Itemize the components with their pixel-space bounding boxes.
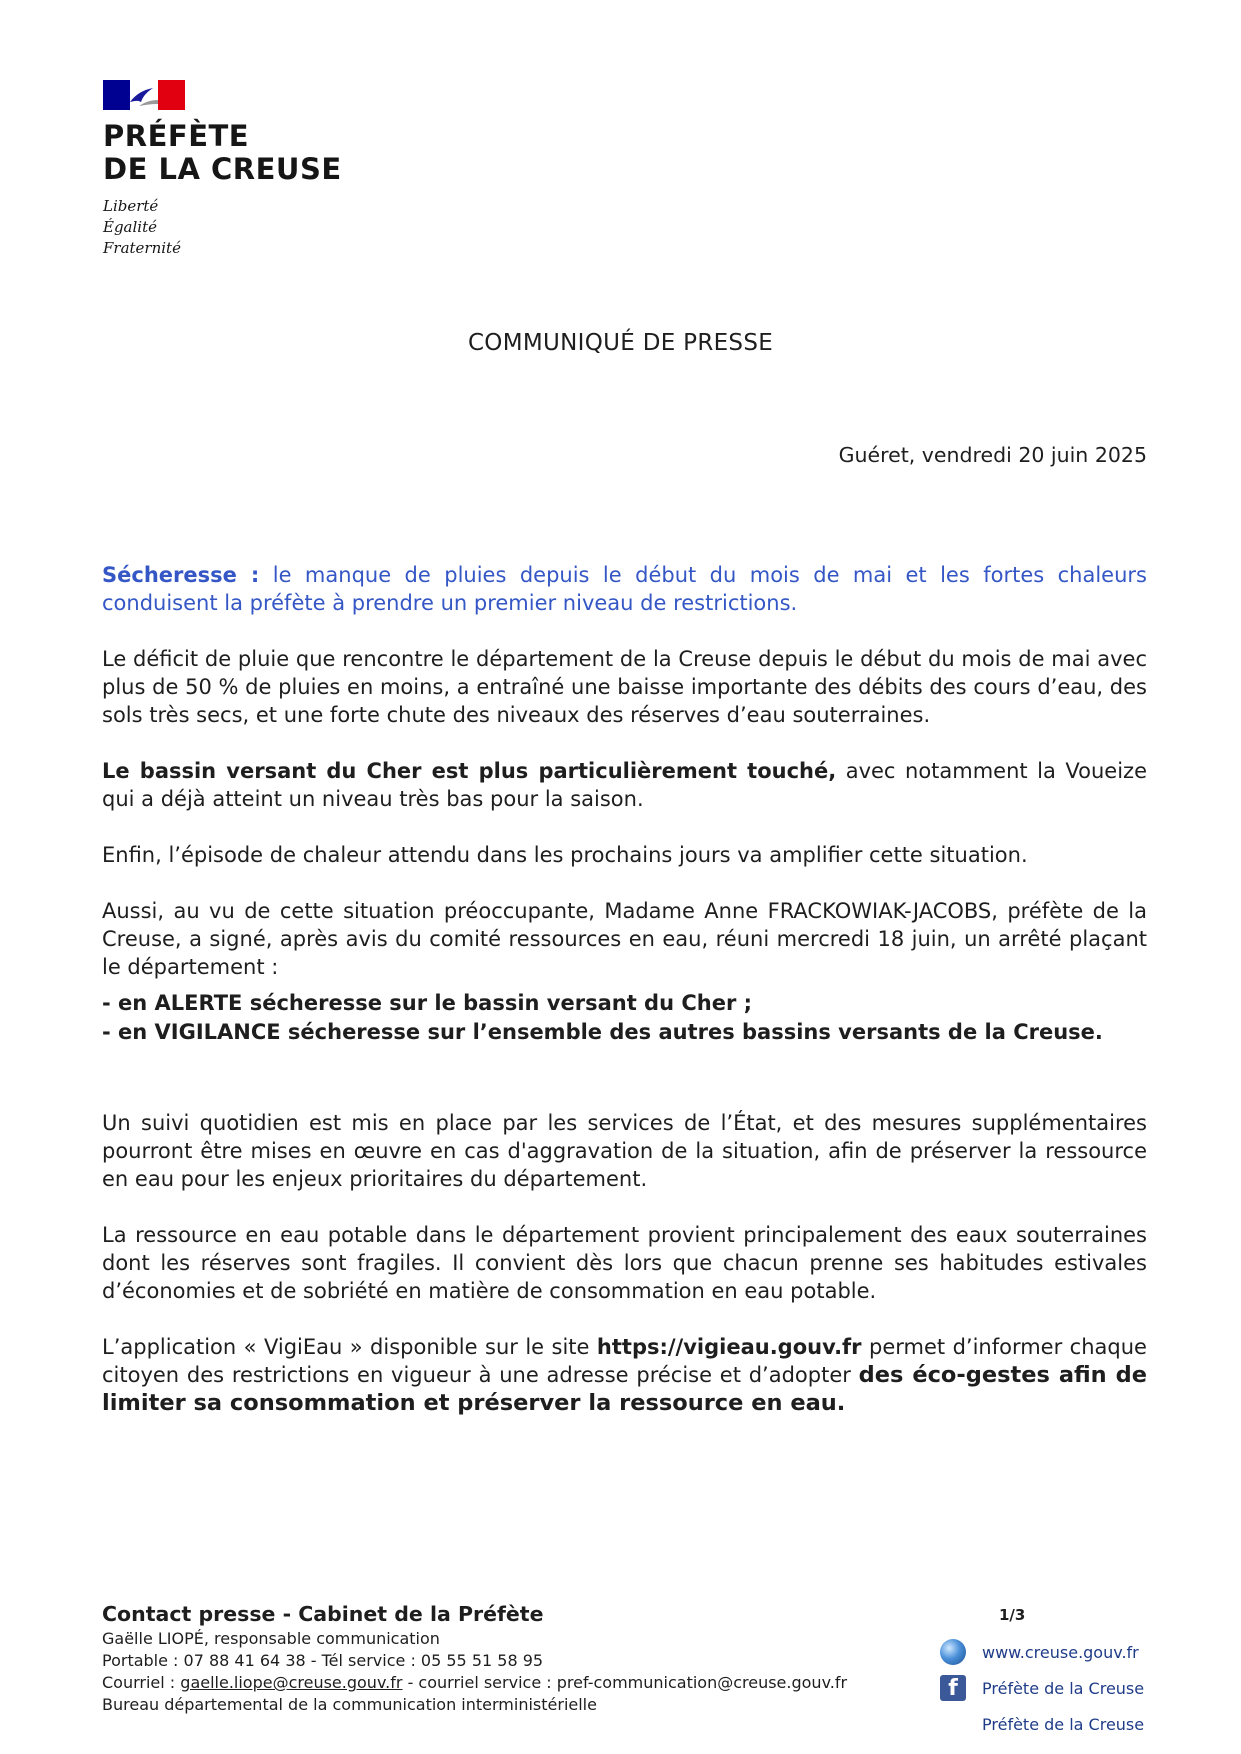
motto-fraternite: Fraternité [103, 239, 181, 257]
page-number: 1/3 [999, 1606, 1026, 1624]
vigieau-text-b: permet d’informer chaque citoyen des restrictions en vigueur à une adresse précise et d’adopter [102, 1335, 1147, 1387]
facebook-link-row[interactable] [940, 1670, 1160, 1706]
contact-emails [102, 1672, 862, 1694]
motto-liberte: Liberté [103, 197, 159, 215]
contact-name: Gaëlle LIOPÉ, responsable communication [102, 1629, 440, 1648]
paragraph-deficit: Le déficit de pluie que rencontre le département de la Creuse depuis le début du mois de mai avec plus de 50 % de pluies en moins, a entraîné une baisse importante des débits des cours d’eau, des sols très secs, et une forte chute des niveaux des réserves d’eau souterraines. [102, 647, 1147, 727]
social-link[interactable]: Préfète de la Creuse [982, 1714, 1145, 1734]
paragraph-cher-bold: Le bassin versant du Cher est plus particulièrement touché, [102, 759, 837, 783]
footer-contact [102, 1600, 862, 1716]
restriction-list [102, 989, 1147, 1047]
prefecture-name [103, 120, 342, 186]
social-icon [940, 1711, 966, 1737]
prefecture-name-line2: DE LA CREUSE [103, 152, 342, 186]
paragraph-cher-rest: avec notamment la Voueize qui a déjà atteint un niveau très bas pour la saison. [102, 759, 1147, 811]
list-item-alerte: - en ALERTE sécheresse sur le bassin versant du Cher ; [102, 991, 753, 1015]
lead-paragraph [102, 561, 1147, 617]
republic-motto [103, 196, 342, 259]
list-item-vigilance: - en VIGILANCE sécheresse sur l’ensemble des autres bassins versants de la Creuse. [102, 1020, 1103, 1044]
paragraph-arrete: Aussi, au vu de cette situation préoccupante, Madame Anne FRACKOWIAK-JACOBS, préfète de la Creuse, a signé, après avis du comité ressources en eau, réuni mercredi 18 juin, un arrêté plaçant le département : [102, 899, 1147, 979]
lead-text: le manque de pluies depuis le début du mois de mai et les fortes chaleurs conduisent la préfète à prendre un premier niveau de restrictions. [102, 563, 1147, 615]
paragraph-ressource: La ressource en eau potable dans le département provient principalement des eaux souterraines dont les réserves sont fragiles. Il convient dès lors que chacun prenne ses habitudes estivales d’économies et de sobriété en matière de consommation en eau potable. [102, 1223, 1147, 1303]
vigieau-text-a: L’application « VigiEau » disponible sur le site [102, 1335, 590, 1359]
press-release-body [102, 561, 1147, 1445]
courriel-label: Courriel : [102, 1673, 176, 1692]
facebook-icon: f [940, 1675, 966, 1701]
lead-label: Sécheresse : [102, 563, 260, 587]
contact-title: Contact presse - Cabinet de la Préfète [102, 1602, 544, 1626]
paragraph-cher [102, 757, 1147, 813]
social-link-row[interactable] [940, 1706, 1160, 1742]
website-link[interactable]: www.creuse.gouv.fr [982, 1642, 1139, 1662]
paragraph-chaleur: Enfin, l’épisode de chaleur attendu dans les prochains jours va amplifier cette situation. [102, 843, 1028, 867]
paragraph-suivi: Un suivi quotidien est mis en place par les services de l’État, et des mesures supplémentaires pourront être mises en œuvre en cas d'aggravation de la situation, afin de préserver la ressource en eau pour les enjeux prioritaires du département. [102, 1111, 1147, 1191]
facebook-link[interactable]: Préfète de la Creuse [982, 1678, 1145, 1698]
contact-bureau: Bureau départemental de la communication interministérielle [102, 1695, 597, 1714]
marianne-flag-icon [103, 80, 185, 110]
prefecture-name-line1: PRÉFÈTE [103, 119, 250, 153]
motto-egalite: Égalité [103, 218, 157, 236]
paragraph-vigieau [102, 1333, 1147, 1417]
dateline: Guéret, vendredi 20 juin 2025 [838, 443, 1147, 467]
globe-icon [940, 1639, 966, 1665]
footer-links [940, 1634, 1160, 1742]
courriel-link[interactable]: gaelle.liope@creuse.gouv.fr [180, 1673, 403, 1692]
document-title: COMMUNIQUÉ DE PRESSE [467, 330, 774, 356]
prefecture-logo [103, 80, 342, 259]
vigieau-link[interactable]: https://vigieau.gouv.fr [596, 1335, 862, 1359]
website-link-row[interactable] [940, 1634, 1160, 1670]
vigieau-text-bold: des éco-gestes afin de limiter sa consommation et préserver la ressource en eau. [102, 1362, 1147, 1416]
courriel-service: - courriel service : pref-communication@creuse.gouv.fr [407, 1673, 848, 1692]
contact-phones: Portable : 07 88 41 64 38 - Tél service : 05 55 51 58 95 [102, 1651, 544, 1670]
